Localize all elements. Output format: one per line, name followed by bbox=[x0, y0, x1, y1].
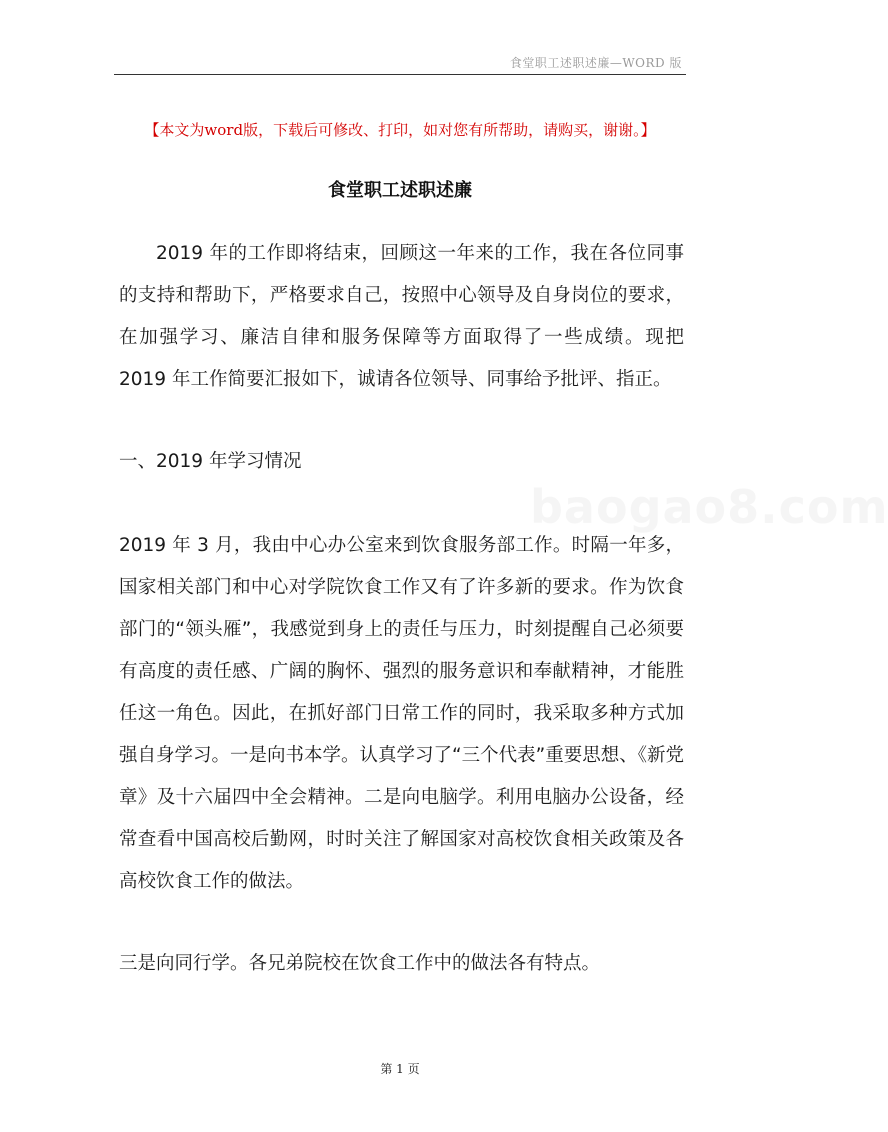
running-header: 食堂职工述职述廉—WORD 版 bbox=[509, 56, 682, 70]
paragraph-peers: 三是向同行学。各兄弟院校在饮食工作中的做法各有特点。 bbox=[119, 953, 601, 974]
watermark: baogao8.com bbox=[530, 480, 888, 534]
paragraph-intro: 2019 年的工作即将结束，回顾这一年来的工作，我在各位同事的支持和帮助下，严格要求自己，按照中心领导及自身岗位的要求，在加强学习、廉洁自律和服务保障等方面取得了一些成绩。现把 2019 年工作简要汇报如下，诚请各位领导、同事给予批评、指正。 bbox=[119, 243, 684, 390]
paragraph-study: 2019 年 3 月，我由中心办公室来到饮食服务部工作。时隔一年多，国家相关部门和中心对学院饮食工作又有了许多新的要求。作为饮食部门的“领头雁”，我感觉到身上的责任与压力，时刻提醒自己必须要有高度的责任感、广阔的胸怀、强烈的服务意识和奉献精神，才能胜任这一角色。因此，在抓好部门日常工作的同时，我采取多种方式加强自身学习。一是向书本学。认真学习了“三个代表”重要思想、《新党章》及十六届四中全会精神。二是向电脑学。利用电脑办公设备，经常查看中国高校后勤网，时时关注了解国家对高校饮食相关政策及各高校饮食工作的做法。 bbox=[119, 535, 684, 892]
header-divider bbox=[114, 74, 686, 75]
page-number: 第 1 页 bbox=[380, 1062, 420, 1076]
document-title: 食堂职工述职述廉 bbox=[328, 180, 472, 201]
purchase-notice: 【本文为word版，下载后可修改、打印，如对您有所帮助，请购买，谢谢。】 bbox=[144, 121, 656, 139]
section-heading: 一、2019 年学习情况 bbox=[119, 451, 302, 472]
